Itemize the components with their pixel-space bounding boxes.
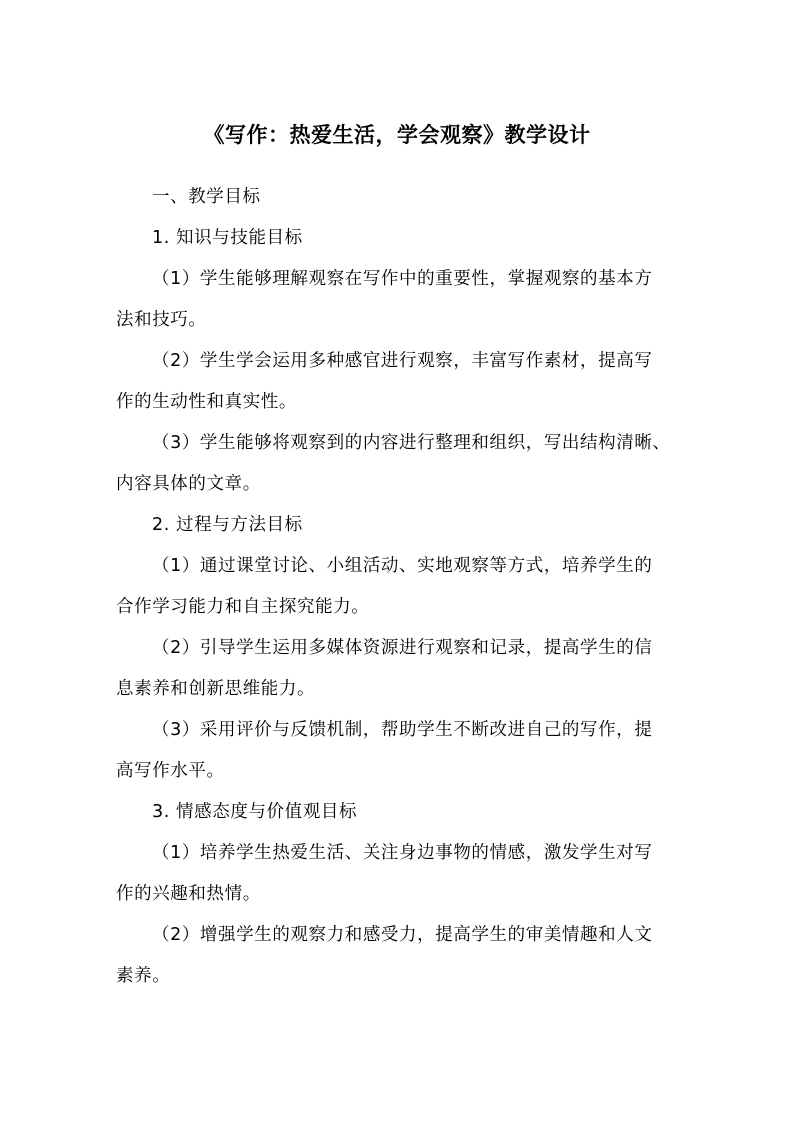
paragraph-line: （2）学生学会运用多种感官进行观察，丰富写作素材，提高写: [152, 351, 653, 371]
paragraph-line: （2）增强学生的观察力和感受力，提高学生的审美情趣和人文: [152, 925, 653, 945]
subsection-heading: 1. 知识与技能目标: [152, 228, 303, 248]
paragraph-line: （1）培养学生热爱生活、关注身边事物的情感，激发学生对写: [152, 843, 653, 863]
paragraph-line: （3）采用评价与反馈机制，帮助学生不断改进自己的写作，提: [152, 720, 653, 740]
paragraph-line: 内容具体的文章。: [116, 474, 261, 494]
paragraph-line: 高写作水平。: [116, 761, 225, 781]
document-title: 《写作：热爱生活，学会观察》教学设计: [203, 123, 591, 147]
paragraph-line: 作的生动性和真实性。: [116, 392, 297, 412]
section-heading: 一、教学目标: [152, 187, 261, 207]
paragraph-line: 息素养和创新思维能力。: [116, 679, 316, 699]
paragraph-line: （1）通过课堂讨论、小组活动、实地观察等方式，培养学生的: [152, 556, 653, 576]
paragraph-line: 作的兴趣和热情。: [116, 884, 261, 904]
paragraph-line: 素养。: [116, 966, 171, 986]
paragraph-line: （3）学生能够将观察到的内容进行整理和组织，写出结构清晰、: [152, 433, 671, 453]
subsection-heading: 2. 过程与方法目标: [152, 515, 303, 535]
paragraph-line: （2）引导学生运用多媒体资源进行观察和记录，提高学生的信: [152, 638, 653, 658]
paragraph-line: （1）学生能够理解观察在写作中的重要性，掌握观察的基本方: [152, 269, 653, 289]
paragraph-line: 法和技巧。: [116, 310, 207, 330]
subsection-heading: 3. 情感态度与价值观目标: [152, 802, 358, 822]
paragraph-line: 合作学习能力和自主探究能力。: [116, 597, 370, 617]
document-body: [116, 177, 676, 997]
